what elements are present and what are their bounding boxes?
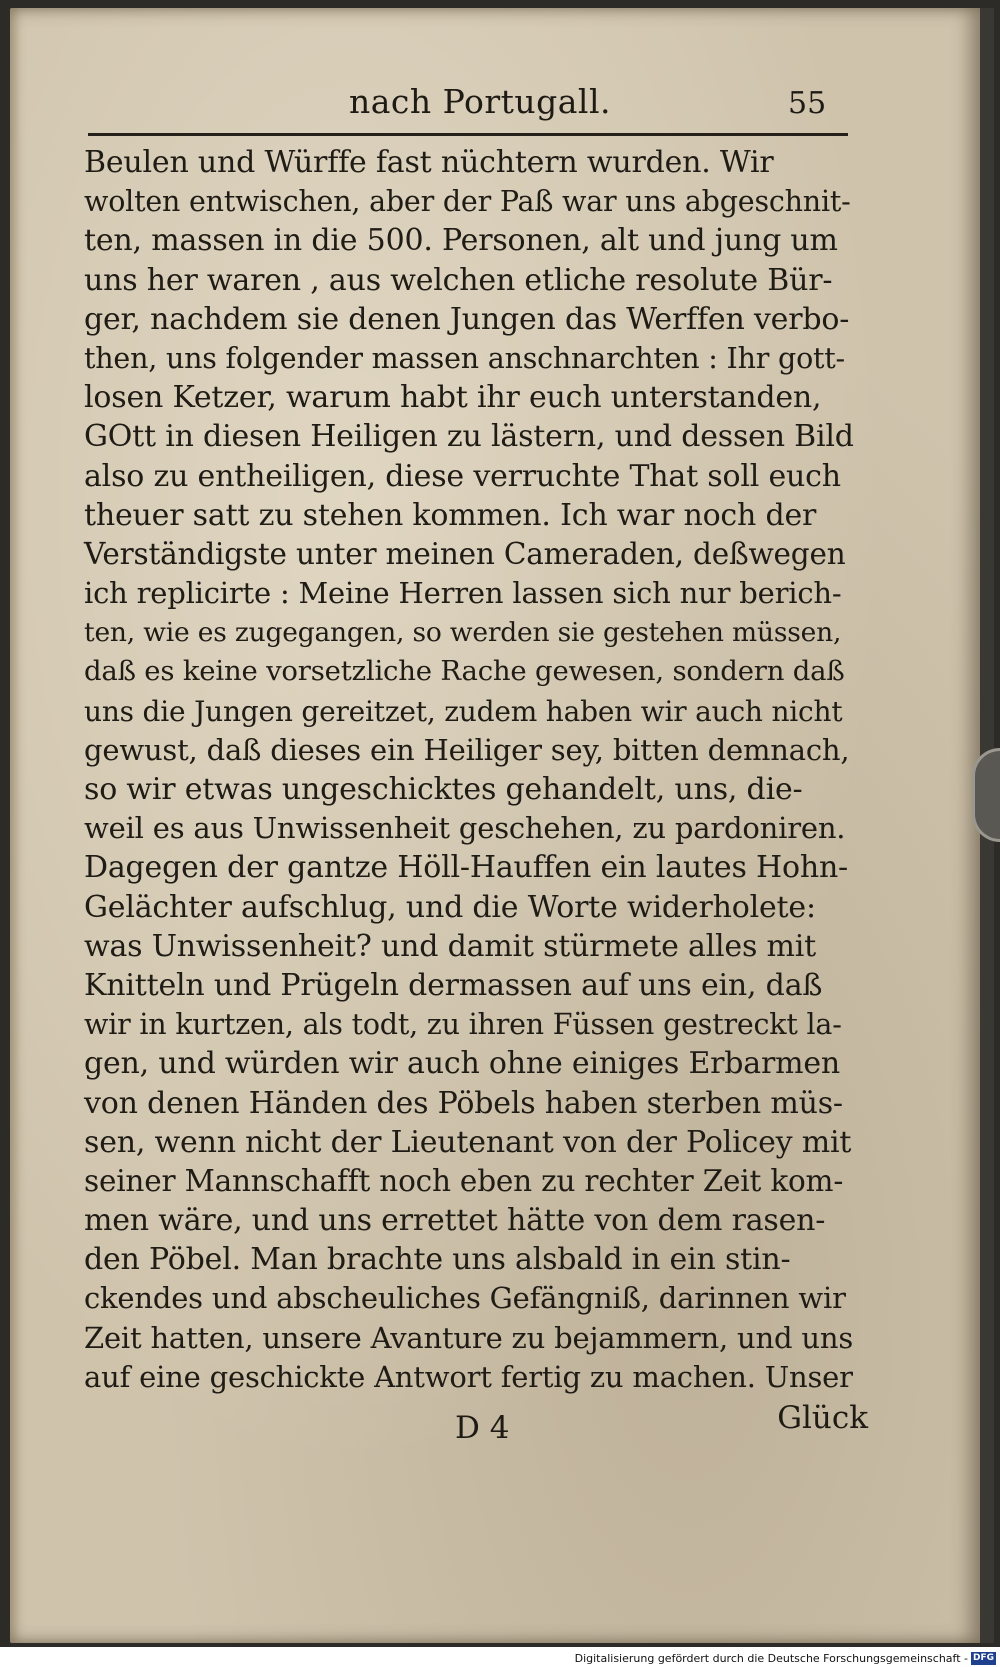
text-line: Gelächter aufschlug, und die Worte widerholete: xyxy=(84,889,816,925)
text-line: ckendes und abscheuliches Gefängniß, darinnen wir xyxy=(84,1281,846,1316)
text-line: GOtt in diesen Heiligen zu lästern, und dessen Bild xyxy=(84,419,854,455)
text-line: gen, und würden wir auch ohne einiges Erbarmen xyxy=(84,1046,841,1082)
text-line: was Unwissenheit? und damit stürmete alles mit xyxy=(84,928,817,964)
text-line: daß es keine vorsetzliche Rache gewesen, sondern daß xyxy=(84,655,845,688)
signature-mark: D 4 xyxy=(455,1410,510,1446)
page-clip xyxy=(972,748,1000,842)
text-line: uns her waren , aus welchen etliche resolute Bür- xyxy=(84,262,833,298)
footer-credit-text: Digitalisierung gefördert durch die Deutsche Forschungsgemeinschaft - xyxy=(574,1652,968,1665)
footer-credit xyxy=(560,1650,996,1667)
text-line: ich replicirte : Meine Herren lassen sich nur berich- xyxy=(84,576,842,611)
text-line: seiner Mannschafft noch eben zu rechter Zeit kom- xyxy=(84,1163,844,1198)
text-line: den Pöbel. Man brachte uns alsbald in ein stin- xyxy=(84,1242,791,1278)
page-number: 55 xyxy=(788,86,827,121)
text-line: losen Ketzer, warum habt ihr euch unterstanden, xyxy=(84,380,822,416)
text-line: ten, wie es zugegangen, so werden sie gestehen müssen, xyxy=(84,617,842,649)
text-line: men wäre, und uns errettet hätte von dem rasen- xyxy=(84,1203,826,1239)
text-line: auf eine geschickte Antwort fertig zu machen. Unser xyxy=(84,1359,853,1394)
text-line: uns die Jungen gereitzet, zudem haben wir auch nicht xyxy=(84,694,843,728)
text-line: Knitteln und Prügeln dermassen auf uns ein, daß xyxy=(84,967,823,1003)
body-text xyxy=(84,143,854,1397)
text-line: wir in kurtzen, als todt, zu ihren Füssen gestreckt la- xyxy=(84,1008,842,1042)
text-line: Verständigste unter meinen Cameraden, deßwegen xyxy=(84,536,846,571)
dfg-logo: DFG xyxy=(972,1653,994,1663)
text-line: von denen Händen des Pöbels haben sterben müs- xyxy=(84,1085,843,1121)
text-line: weil es aus Unwissenheit geschehen, zu pardoniren. xyxy=(84,811,846,846)
text-line: gewust, daß dieses ein Heiliger sey, bitten demnach, xyxy=(84,732,850,767)
text-line: ten, massen in die 500. Personen, alt und jung um xyxy=(84,223,838,259)
text-line: so wir etwas ungeschicktes gehandelt, uns, die- xyxy=(84,772,803,807)
text-line: sen, wenn nicht der Lieutenant von der Policey mit xyxy=(84,1124,852,1160)
running-header: nach Portugall. xyxy=(348,82,612,121)
text-line: Dagegen der gantze Höll-Hauffen ein lautes Hohn- xyxy=(84,850,848,886)
header-rule xyxy=(88,133,848,136)
text-line: ger, nachdem sie denen Jungen das Werffen verbo- xyxy=(84,301,850,337)
text-line: also zu entheiligen, diese verruchte That soll euch xyxy=(84,458,841,494)
text-line: Beulen und Würffe fast nüchtern wurden. Wir xyxy=(84,145,774,180)
text-line: Zeit hatten, unsere Avanture zu bejammern, und uns xyxy=(84,1320,854,1355)
text-line: then, uns folgender massen anschnarchten : Ihr gott- xyxy=(84,341,845,375)
catchword: Glück xyxy=(777,1400,868,1436)
text-line: wolten entwischen, aber der Paß war uns abgeschnit- xyxy=(84,185,851,219)
text-line: theuer satt zu stehen kommen. Ich war noch der xyxy=(84,497,817,533)
